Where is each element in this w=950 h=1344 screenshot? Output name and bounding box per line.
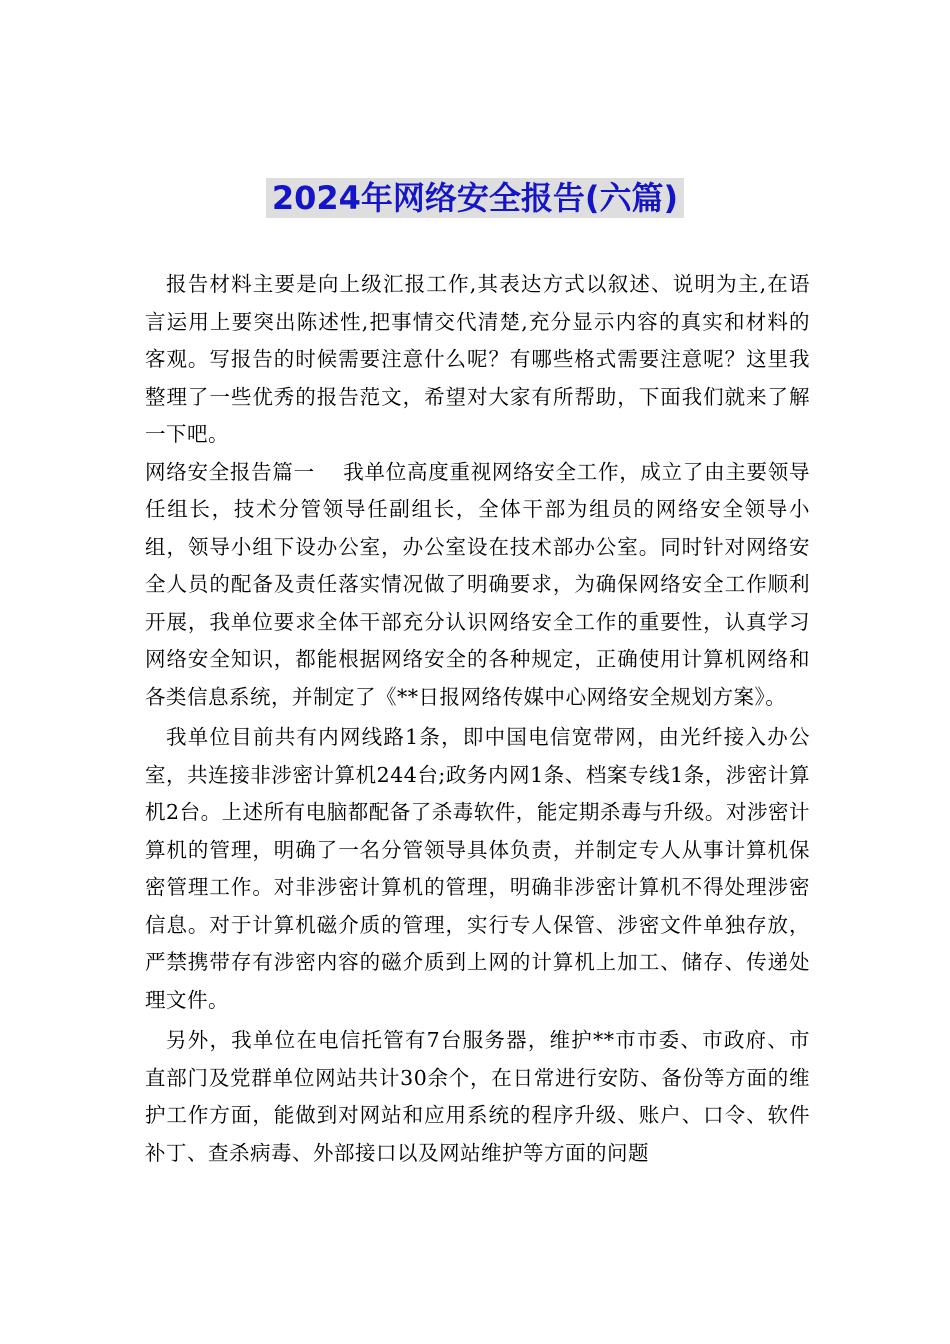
- document-body: [145, 266, 810, 1172]
- paragraph-network-lines: 我单位目前共有内网线路1条，即中国电信宽带网，由光纤接入办公室，共连接非涉密计算机244台;政务内网1条、档案专线1条，涉密计算机2台。上述所有电脑都配备了杀毒软件，能定期杀毒与升级。对涉密计算机的管理，明确了一名分管领导具体负责，并制定专人从事计算机保密管理工作。对非涉密计算机的管理，明确非涉密计算机不得处理涉密信息。对于计算机磁介质的管理，实行专人保管、涉密文件单独存放，严禁携带存有涉密内容的磁介质到上网的计算机上加工、储存、传递处理文件。: [145, 725, 810, 1012]
- title-container: [0, 178, 950, 218]
- paragraph-intro: 报告材料主要是向上级汇报工作,其表达方式以叙述、说明为主,在语言运用上要突出陈述性,把事情交代清楚,充分显示内容的真实和材料的客观。写报告的时候需要注意什么呢？有哪些格式需要注意呢？这里我整理了一些优秀的报告范文，希望对大家有所帮助，下面我们就来了解一下吧。: [145, 272, 810, 446]
- paragraph-servers: 另外，我单位在电信托管有7台服务器，维护**市市委、市政府、市直部门及党群单位网站共计30余个，在日常进行安防、备份等方面的维护工作方面，能做到对网站和应用系统的程序升级、账户、口令、软件补丁、查杀病毒、外部接口以及网站维护等方面的问题: [145, 1028, 810, 1165]
- paragraph-section-one: 网络安全报告篇一 我单位高度重视网络安全工作，成立了由主要领导任组长，技术分管领导任副组长，全体干部为组员的网络安全领导小组，领导小组下设办公室，办公室设在技术部办公室。同时针对网络安全人员的配备及责任落实情况做了明确要求，为确保网络安全工作顺利开展，我单位要求全体干部充分认识网络安全工作的重要性，认真学习网络安全知识，都能根据网络安全的各种规定，正确使用计算机网络和各类信息系统，并制定了《**日报网络传媒中心网络安全规划方案》。: [145, 459, 810, 709]
- document-title: 2024年网络安全报告(六篇): [266, 178, 684, 218]
